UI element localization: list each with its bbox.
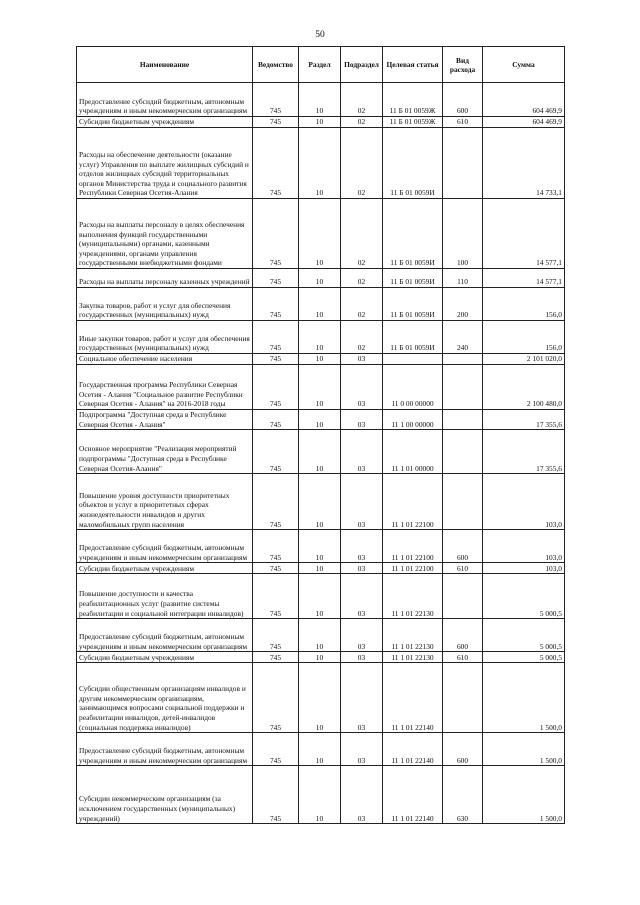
cell-summa: 5 000,5	[483, 574, 565, 619]
cell-celevaya-statya: 11 1 01 22130	[383, 619, 443, 652]
cell-celevaya-statya: 11 Б 01 0059И	[383, 288, 443, 321]
cell-podrazdel: 03	[341, 563, 383, 574]
table-row	[77, 430, 565, 474]
table-row	[77, 199, 565, 269]
cell-summa: 103,0	[483, 530, 565, 563]
cell-vedomstvo: 745	[253, 652, 299, 663]
cell-podrazdel: 02	[341, 117, 383, 128]
cell-name: Повышение доступности и качества реабилитационных услуг (развитие системы реабилитации и социальной интеграции инвалидов)	[77, 574, 253, 619]
cell-name: Расходы на выплаты персоналу в целях обеспечения выполнения функций государственными (муниципальными) органами, казенными учреждениями, органами управления государственными внебюджетными фондами	[77, 199, 253, 269]
cell-vedomstvo: 745	[253, 128, 299, 199]
cell-vid-rashoda	[443, 365, 483, 410]
cell-summa: 1 500,0	[483, 733, 565, 766]
column-header: Сумма	[483, 47, 565, 83]
cell-name: Предоставление субсидий бюджетным, автономным учреждениям и иным некоммерческим организациям	[77, 530, 253, 563]
cell-summa: 156,0	[483, 321, 565, 354]
cell-summa: 1 500,0	[483, 663, 565, 733]
budget-table	[76, 46, 565, 824]
cell-vedomstvo: 745	[253, 663, 299, 733]
cell-celevaya-statya: 11 1 01 22130	[383, 652, 443, 663]
cell-razdel: 10	[299, 563, 341, 574]
cell-summa: 2 101 020,0	[483, 354, 565, 365]
cell-razdel: 10	[299, 321, 341, 354]
page-number: 50	[315, 30, 325, 40]
cell-vid-rashoda	[443, 663, 483, 733]
column-header: Вид расхода	[443, 47, 483, 83]
cell-podrazdel: 03	[341, 410, 383, 430]
cell-summa: 5 000,5	[483, 619, 565, 652]
cell-celevaya-statya: 11 1 01 22140	[383, 733, 443, 766]
cell-summa: 156,0	[483, 288, 565, 321]
table-row	[77, 128, 565, 199]
cell-razdel: 10	[299, 574, 341, 619]
cell-razdel: 10	[299, 619, 341, 652]
cell-podrazdel: 02	[341, 128, 383, 199]
cell-vedomstvo: 745	[253, 530, 299, 563]
cell-celevaya-statya: 11 Б 01 0059И	[383, 199, 443, 269]
cell-vid-rashoda	[443, 410, 483, 430]
cell-celevaya-statya: 11 Б 01 0059И	[383, 269, 443, 288]
cell-razdel: 10	[299, 199, 341, 269]
column-header: Целевая статья	[383, 47, 443, 83]
cell-razdel: 10	[299, 530, 341, 563]
cell-name: Расходы на выплаты персоналу казенных учреждений	[77, 269, 253, 288]
column-header: Подраздел	[341, 47, 383, 83]
cell-vid-rashoda: 110	[443, 269, 483, 288]
cell-vid-rashoda: 200	[443, 288, 483, 321]
cell-vid-rashoda: 630	[443, 766, 483, 824]
cell-vid-rashoda	[443, 430, 483, 474]
cell-razdel: 10	[299, 117, 341, 128]
cell-razdel: 10	[299, 430, 341, 474]
cell-razdel: 10	[299, 474, 341, 530]
cell-vedomstvo: 745	[253, 199, 299, 269]
cell-summa: 14 577,1	[483, 269, 565, 288]
cell-name: Основное мероприятие "Реализация мероприятий подпрограммы "Доступная среда в Республике Северная Осетия-Алания"	[77, 430, 253, 474]
cell-name: Повышение уровня доступности приоритетных объектов и услуг в приоритетных сферах жизнедеятельности инвалидов и других маломобильных групп населения	[77, 474, 253, 530]
table-row	[77, 574, 565, 619]
cell-name: Предоставление субсидий бюджетным, автономным учреждениям и иным некоммерческим организациям	[77, 733, 253, 766]
cell-podrazdel: 02	[341, 199, 383, 269]
cell-podrazdel: 02	[341, 269, 383, 288]
cell-name: Закупка товаров, работ и услуг для обеспечения государственных (муниципальных) нужд	[77, 288, 253, 321]
cell-vid-rashoda: 610	[443, 652, 483, 663]
cell-vid-rashoda: 600	[443, 83, 483, 117]
table-row	[77, 652, 565, 663]
cell-podrazdel: 03	[341, 766, 383, 824]
table-row	[77, 530, 565, 563]
cell-celevaya-statya: 11 1 01 22100	[383, 563, 443, 574]
cell-vedomstvo: 745	[253, 733, 299, 766]
cell-podrazdel: 03	[341, 365, 383, 410]
cell-podrazdel: 03	[341, 652, 383, 663]
cell-vedomstvo: 745	[253, 83, 299, 117]
cell-summa: 14 733,1	[483, 128, 565, 199]
cell-vid-rashoda	[443, 354, 483, 365]
cell-vedomstvo: 745	[253, 288, 299, 321]
cell-razdel: 10	[299, 410, 341, 430]
cell-podrazdel: 03	[341, 530, 383, 563]
cell-celevaya-statya: 11 Б 01 0059И	[383, 128, 443, 199]
cell-vedomstvo: 745	[253, 474, 299, 530]
cell-celevaya-statya: 11 1 01 22140	[383, 766, 443, 824]
cell-razdel: 10	[299, 83, 341, 117]
cell-podrazdel: 02	[341, 321, 383, 354]
cell-podrazdel: 03	[341, 474, 383, 530]
table-row	[77, 288, 565, 321]
cell-summa: 604 469,9	[483, 83, 565, 117]
cell-celevaya-statya	[383, 354, 443, 365]
column-header: Ведомство	[253, 47, 299, 83]
cell-vedomstvo: 745	[253, 269, 299, 288]
cell-razdel: 10	[299, 663, 341, 733]
cell-vedomstvo: 745	[253, 117, 299, 128]
cell-vid-rashoda: 610	[443, 563, 483, 574]
cell-vid-rashoda: 600	[443, 530, 483, 563]
cell-summa: 5 000,5	[483, 652, 565, 663]
table-row	[77, 563, 565, 574]
table-row	[77, 474, 565, 530]
cell-vedomstvo: 745	[253, 766, 299, 824]
cell-summa: 17 355,6	[483, 430, 565, 474]
cell-vedomstvo: 745	[253, 563, 299, 574]
cell-celevaya-statya: 11 1 01 22100	[383, 530, 443, 563]
cell-podrazdel: 03	[341, 733, 383, 766]
cell-razdel: 10	[299, 354, 341, 365]
cell-name: Подпрограмма "Доступная среда в Республике Северная Осетия - Алания"	[77, 410, 253, 430]
cell-podrazdel: 03	[341, 619, 383, 652]
cell-summa: 2 100 480,0	[483, 365, 565, 410]
cell-podrazdel: 02	[341, 83, 383, 117]
cell-summa: 14 577,1	[483, 199, 565, 269]
table-header-row	[77, 47, 565, 83]
cell-vedomstvo: 745	[253, 410, 299, 430]
column-header: Наименование	[77, 47, 253, 83]
cell-podrazdel: 03	[341, 354, 383, 365]
cell-celevaya-statya: 11 Б 01 0059Ж	[383, 117, 443, 128]
cell-vedomstvo: 745	[253, 430, 299, 474]
table-row	[77, 321, 565, 354]
cell-name: Иные закупки товаров, работ и услуг для обеспечения государственных (муниципальных) нужд	[77, 321, 253, 354]
cell-vid-rashoda: 600	[443, 619, 483, 652]
table-body	[77, 83, 565, 824]
cell-vedomstvo: 745	[253, 365, 299, 410]
cell-vid-rashoda: 600	[443, 733, 483, 766]
cell-celevaya-statya: 11 Б 01 0059Ж	[383, 83, 443, 117]
cell-podrazdel: 03	[341, 663, 383, 733]
cell-celevaya-statya: 11 Б 01 0059И	[383, 321, 443, 354]
cell-name: Субсидии бюджетным учреждениям	[77, 563, 253, 574]
cell-razdel: 10	[299, 733, 341, 766]
cell-vid-rashoda	[443, 474, 483, 530]
cell-vid-rashoda: 100	[443, 199, 483, 269]
table-row	[77, 733, 565, 766]
cell-vid-rashoda: 240	[443, 321, 483, 354]
cell-name: Субсидии некоммерческим организациям (за исключением государственных (муниципальных) учреждений)	[77, 766, 253, 824]
cell-name: Социальное обеспечение населения	[77, 354, 253, 365]
cell-name: Расходы на обеспечение деятельности (оказание услуг) Управления по выплате жилищных субсидий и отделов жилищных субсидий территориальных органов Министерства труда и социального развития Республики Северная Осетия-Алания	[77, 128, 253, 199]
cell-celevaya-statya: 11 1 01 00000	[383, 430, 443, 474]
cell-summa: 103,0	[483, 563, 565, 574]
cell-name: Предоставление субсидий бюджетным, автономным учреждениям и иным некоммерческим организациям	[77, 83, 253, 117]
table-row	[77, 410, 565, 430]
cell-podrazdel: 03	[341, 574, 383, 619]
column-header: Раздел	[299, 47, 341, 83]
cell-vedomstvo: 745	[253, 321, 299, 354]
cell-podrazdel: 03	[341, 430, 383, 474]
cell-razdel: 10	[299, 269, 341, 288]
cell-vid-rashoda: 610	[443, 117, 483, 128]
cell-razdel: 10	[299, 652, 341, 663]
cell-summa: 17 355,6	[483, 410, 565, 430]
cell-vedomstvo: 745	[253, 354, 299, 365]
cell-name: Предоставление субсидий бюджетным, автономным учреждениям и иным некоммерческим организациям	[77, 619, 253, 652]
cell-celevaya-statya: 11 1 01 22130	[383, 574, 443, 619]
cell-vedomstvo: 745	[253, 619, 299, 652]
cell-razdel: 10	[299, 766, 341, 824]
table-row	[77, 117, 565, 128]
cell-name: Государственная программа Республики Северная Осетия - Алания "Социальное развитие Республики Северная Осетия - Алания" на 2016-2018 годы	[77, 365, 253, 410]
cell-celevaya-statya: 11 0 00 00000	[383, 365, 443, 410]
cell-razdel: 10	[299, 288, 341, 321]
cell-vedomstvo: 745	[253, 574, 299, 619]
cell-celevaya-statya: 11 1 00 00000	[383, 410, 443, 430]
cell-vid-rashoda	[443, 128, 483, 199]
table-row	[77, 354, 565, 365]
cell-razdel: 10	[299, 128, 341, 199]
table-row	[77, 619, 565, 652]
cell-name: Субсидии бюджетным учреждениям	[77, 117, 253, 128]
cell-celevaya-statya: 11 1 01 22140	[383, 663, 443, 733]
table-row	[77, 83, 565, 117]
cell-vid-rashoda	[443, 574, 483, 619]
cell-razdel: 10	[299, 365, 341, 410]
cell-name: Субсидии общественным организациям инвалидов и другим некоммерческим организациям, занимающимся вопросами социальной поддержки и реабилитации инвалидов, детей-инвалидов (социальная поддержка инвалидов)	[77, 663, 253, 733]
table-row	[77, 269, 565, 288]
cell-summa: 1 500,0	[483, 766, 565, 824]
table-row	[77, 766, 565, 824]
cell-podrazdel: 02	[341, 288, 383, 321]
cell-celevaya-statya: 11 1 01 22100	[383, 474, 443, 530]
cell-name: Субсидии бюджетным учреждениям	[77, 652, 253, 663]
cell-summa: 604 469,9	[483, 117, 565, 128]
cell-summa: 103,0	[483, 474, 565, 530]
table-row	[77, 365, 565, 410]
table-row	[77, 663, 565, 733]
